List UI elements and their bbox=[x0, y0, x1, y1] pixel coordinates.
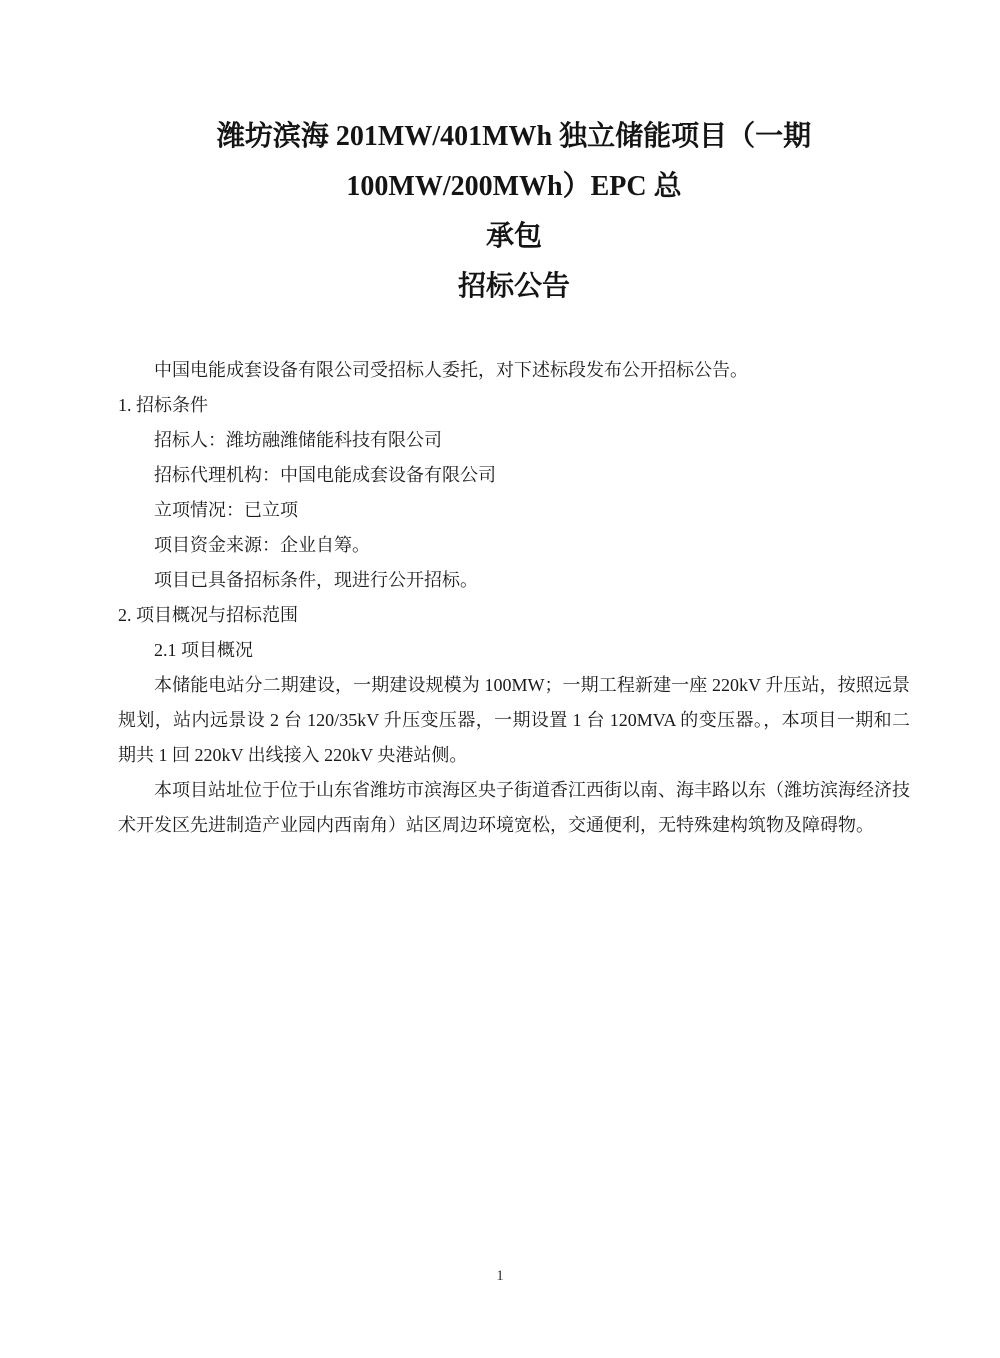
document-subtitle: 招标公告 bbox=[457, 271, 570, 302]
document-content bbox=[118, 0, 910, 843]
document-title-line-2: 承包 bbox=[485, 221, 542, 252]
approval-status-line: 立项情况：已立项 bbox=[154, 500, 298, 520]
project-overview-paragraph: 本储能电站分二期建设，一期建设规模为 100MW；一期工程新建一座 220kV 升压站，按照远景规划，站内远景设 2 台 120/35kV 升压变压器，一期设置 1 台 120MVA 的变压器。，本项目一期和二期共 1 回 220kV 出线接入 220kV 央港站侧。 bbox=[118, 675, 910, 765]
page-number: 1 bbox=[496, 1268, 504, 1284]
section-1-heading: 1. 招标条件 bbox=[118, 395, 208, 415]
project-site-paragraph: 本项目站址位于位于山东省潍坊市滨海区央子街道香江西街以南、海丰路以东（潍坊滨海经济技术开发区先进制造产业园内西南角）站区周边环境宽松，交通便利，无特殊建构筑物及障碍物。 bbox=[118, 780, 910, 835]
section-2-heading: 2. 项目概况与招标范围 bbox=[118, 605, 298, 625]
document-body bbox=[118, 353, 910, 843]
tender-condition-line: 项目已具备招标条件，现进行公开招标。 bbox=[154, 570, 478, 590]
document-title-line-1: 潍坊滨海 201MW/401MWh 独立储能项目（一期 100MW/200MWh）EPC 总 bbox=[216, 121, 812, 202]
agency-line: 招标代理机构：中国电能成套设备有限公司 bbox=[154, 465, 496, 485]
intro-paragraph: 中国电能成套设备有限公司受招标人委托，对下述标段发布公开招标公告。 bbox=[154, 360, 748, 380]
tenderee-line: 招标人：潍坊融潍储能科技有限公司 bbox=[154, 430, 442, 450]
funding-source-line: 项目资金来源：企业自筹。 bbox=[154, 535, 370, 555]
document-title-block bbox=[118, 0, 910, 312]
section-2-1-heading: 2.1 项目概况 bbox=[154, 640, 253, 660]
